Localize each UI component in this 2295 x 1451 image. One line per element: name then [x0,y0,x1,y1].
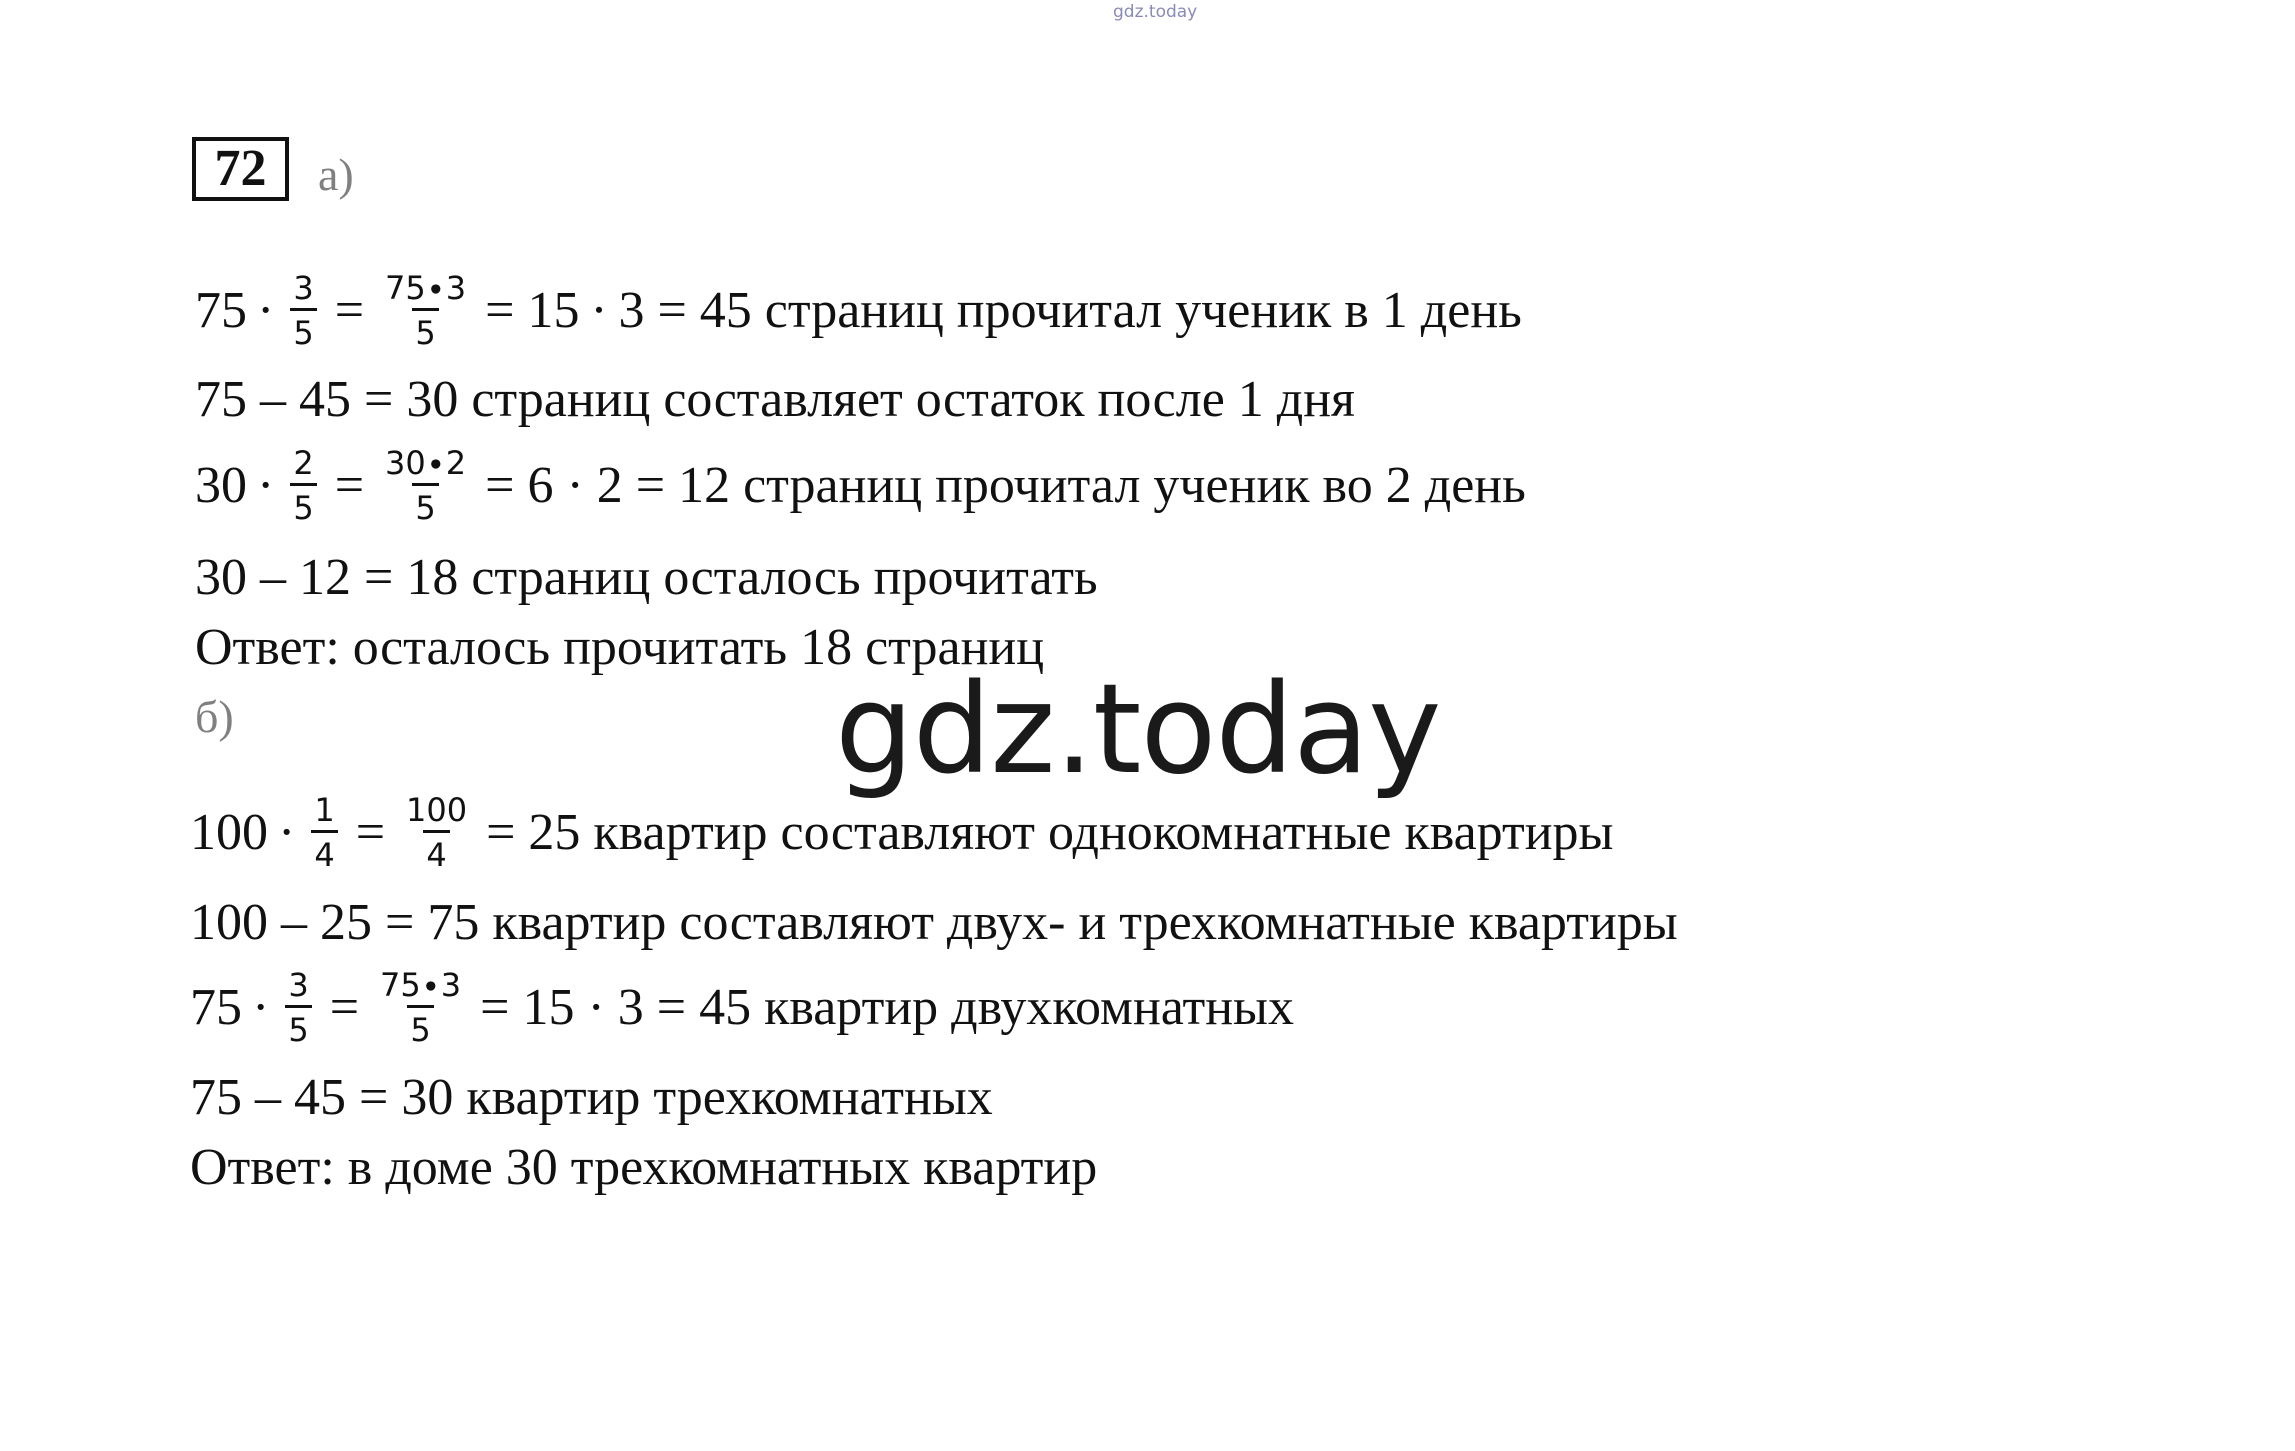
task-number-box [192,137,289,201]
part-b-line-1: 100 · $\frac{1}{4}$ = $\frac{100}{4}$ = 25 квартир составляют однокомнатные квартиры [190,790,1614,874]
fraction [382,268,469,352]
line-rest: = 15 · 3 = 45 квартир двухкомнатных [480,978,1294,1036]
fraction-denominator: 4 [311,830,337,871]
fraction [382,443,469,527]
part-a-line-4: 30 – 12 = 18 страниц осталось прочитать [195,549,1098,606]
fraction-numerator: 75∙3 [385,268,467,307]
fraction [311,790,337,874]
equals-sign: = [334,281,365,339]
lead-number: 75 [190,978,242,1036]
fraction-denominator: 5 [412,483,438,524]
part-b-line-3: 75 · $\frac{3}{5}$ = $\frac{75\cdot 3}{5}$ = 15 · 3 = 45 квартир двухкомнатных [190,965,1294,1049]
fraction-denominator: 4 [423,830,449,871]
fraction-denominator: 5 [290,308,316,349]
fraction [285,965,311,1049]
fraction-numerator: 75∙3 [380,965,462,1004]
part-b-line-2: 100 – 25 = 75 квартир составляют двух- и трехкомнатные квартиры [190,894,1678,951]
fraction [377,965,464,1049]
fraction-denominator: 5 [290,483,316,524]
part-a-label: а) [318,149,354,200]
fraction-denominator: 5 [285,1005,311,1046]
task-number: 72 [214,140,267,197]
equals-sign: = [334,456,365,514]
fraction [403,790,470,874]
line-rest: = 6 · 2 = 12 страниц прочитал ученик во 2 день [485,456,1526,514]
lead-number: 100 [190,803,268,861]
fraction-numerator: 30∙2 [385,443,467,482]
fraction [290,443,316,527]
fraction-numerator: 1 [314,790,335,829]
fraction-numerator: 100 [406,790,468,829]
fraction-numerator: 2 [293,443,314,482]
part-a-line-2: 75 – 45 = 30 страниц составляет остаток после 1 дня [195,371,1355,428]
fraction-denominator: 5 [412,308,438,349]
fraction [290,268,316,352]
part-b-line-4: 75 – 45 = 30 квартир трехкомнатных [190,1069,993,1126]
part-a-answer: Ответ: осталось прочитать 18 страниц [195,619,1045,676]
part-a-line-1: 75 · $\frac{3}{5}$ = $\frac{75\cdot 3}{5}$ = 15 ∙ 3 = 45 страниц прочитал ученик в 1 день [195,268,1522,352]
equals-sign: = [329,978,360,1036]
center-watermark: gdz.today [835,658,1441,802]
line-rest: = 15 ∙ 3 = 45 страниц прочитал ученик в 1 день [485,281,1522,339]
lead-number: 30 [195,456,247,514]
equals-sign: = [355,803,386,861]
line-rest: = 25 квартир составляют однокомнатные квартиры [486,803,1614,861]
fraction-numerator: 3 [288,965,309,1004]
part-b-label: б) [195,691,234,742]
fraction-numerator: 3 [293,268,314,307]
fraction-denominator: 5 [407,1005,433,1046]
part-b-answer: Ответ: в доме 30 трехкомнатных квартир [190,1139,1098,1196]
header-watermark: gdz.today [1113,2,1198,22]
part-a-line-3: 30 · $\frac{2}{5}$ = $\frac{30\cdot 2}{5}$ = 6 · 2 = 12 страниц прочитал ученик во 2 день [195,443,1526,527]
lead-number: 75 [195,281,247,339]
